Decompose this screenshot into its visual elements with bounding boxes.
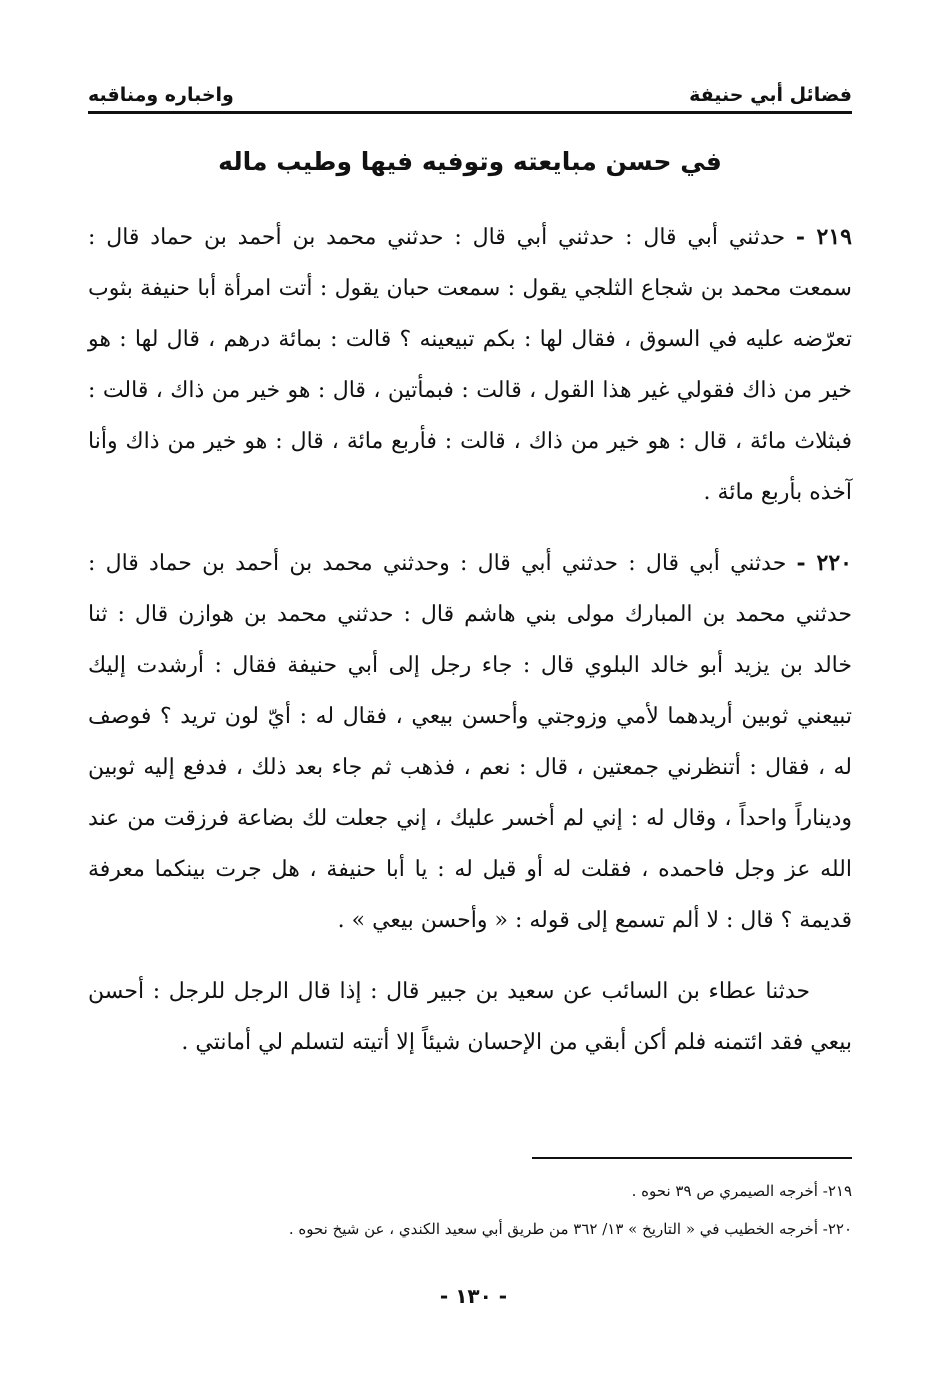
main-text [88,212,852,1088]
footnotes [88,1172,852,1248]
paragraph-number: ٢٢٠ - [796,550,852,576]
header-book-title: فضائل أبي حنيفة [689,84,852,106]
paragraph-220 [88,538,852,946]
footnote-rule [532,1157,852,1159]
paragraph-text: حدثنا عطاء بن السائب عن سعيد بن جبير قال : إذا قال الرجل للرجل : أحسن بيعي فقد ائتمنه فلم أكن أبقي من الإحسان شيئاً إلا أتيته لتسلم لي أمانتي . [88,979,852,1055]
running-header [88,76,852,106]
footnote-220: ٢٢٠- أخرجه الخطيب في « التاريخ » ١٣/ ٣٦٢ من طريق أبي سعيد الكندي ، عن شيخ نحوه . [288,1220,852,1238]
footnote-219: ٢١٩- أخرجه الصيمري ص ٣٩ نحوه . [631,1182,852,1200]
header-section-title: واخباره ومناقبه [88,84,234,106]
paragraph-continuation [88,966,852,1068]
paragraph-text: حدثني أبي قال : حدثني أبي قال : حدثني محمد بن أحمد بن حماد قال : سمعت محمد بن شجاع الثلجي يقول : سمعت حبان يقول : أتت امرأة أبا حنيفة بثوب تعرّضه عليه في السوق ، فقال لها : بكم تبيعينه ؟ قالت : بمائة درهم ، قال لها : هو خير من ذاك فقولي غير هذا القول ، قالت : فبمأتين ، قال : هو خير من ذاك ، قالت : فبثلاث مائة ، قال : هو خير من ذاك ، قالت : فأربع مائة ، قال : هو خير من ذاك وأنا آخذه بأربع مائة . [88,225,852,505]
paragraph-number: ٢١٩ - [795,224,852,250]
chapter-title: في حسن مبايعته وتوفيه فيها وطيب ماله [218,147,722,176]
header-rule [88,111,852,114]
page-number: - ١٣٠ - [439,1284,508,1308]
paragraph-219 [88,212,852,518]
paragraph-text: حدثني أبي قال : حدثني أبي قال : وحدثني محمد بن أحمد بن حماد قال : حدثني محمد بن المبارك مولى بني هاشم قال : حدثني محمد بن هوازن قال : ثنا خالد بن يزيد أبو خالد البلوي قال : جاء رجل إلى أبي حنيفة فقال : أرشدت إليك تبيعني ثوبين أريدهما لأمي وزوجتي وأحسن بيعي ، فقال له : أيّ لون تريد ؟ فوصف له ، فقال : أتنظرني جمعتين ، قال : نعم ، فذهب ثم جاء بعد ذلك ، فدفع إليه ثوبين وديناراً واحداً ، وقال له : إني لم أخسر عليك ، إني جعلت لك بضاعة فرزقت من عند الله عز وجل فاحمده ، فقلت له أو قيل له : يا أبا حنيفة ، هل جرت بينكما معرفة قديمة ؟ قال : لا ألم تسمع إلى قوله : « وأحسن بيعي » . [88,551,852,933]
